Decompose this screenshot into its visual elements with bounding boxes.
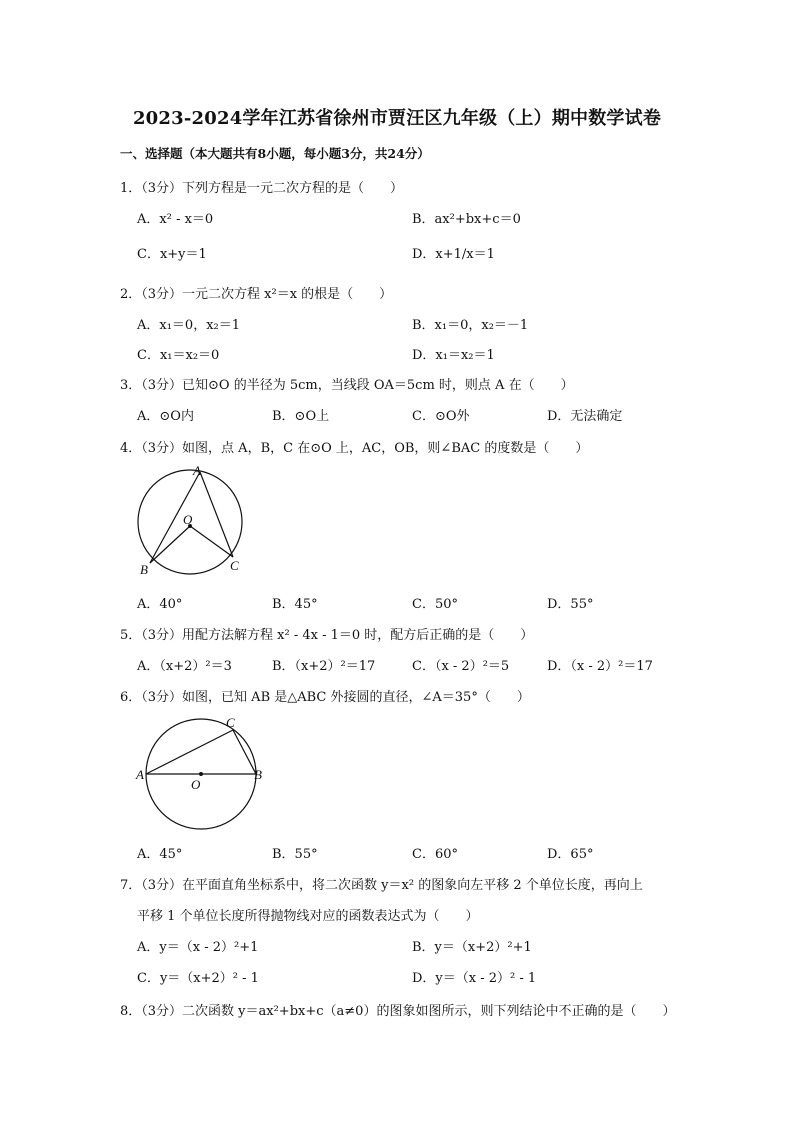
q7-option-d: D．y＝（x - 2）² - 1 — [412, 971, 537, 986]
q2-option-d: D．x₁＝x₂＝1 — [412, 348, 495, 363]
q4-segment-ac — [200, 472, 233, 557]
q1-option-d: D．x+1/x＝1 — [412, 247, 495, 262]
q1-option-b: B．ax²+bx+c＝0 — [412, 212, 521, 227]
question-1-stem: 1．（3分）下列方程是一元二次方程的是（ ） — [120, 181, 404, 196]
q4-option-a: A．40° — [137, 597, 183, 612]
q6-label-b: B — [254, 767, 262, 782]
q6-label-o: O — [191, 777, 201, 792]
q2-option-a: A．x₁＝0，x₂＝1 — [137, 318, 241, 333]
q3-option-c: C．⊙O外 — [412, 409, 470, 424]
question-4-stem: 4．（3分）如图，点 A，B，C 在⊙O 上，AC，OB，则∠BAC 的度数是（ ） — [120, 441, 589, 456]
question-8-stem: 8．（3分）二次函数 y＝ax²+bx+c（a≠0）的图象如图所示，则下列结论中不正确的是（ ） — [120, 1004, 676, 1019]
page-title: 2023-2024学年江苏省徐州市贾汪区九年级（上）期中数学试卷 — [132, 108, 662, 129]
q6-option-d: D．65° — [547, 847, 594, 862]
q3-option-a: A．⊙O内 — [137, 409, 194, 424]
section-heading: 一、选择题（本大题共有8小题，每小题3分，共24分） — [120, 146, 430, 161]
q4-option-c: C．50° — [412, 597, 458, 612]
q7-option-a: A．y＝（x - 2）²+1 — [137, 940, 259, 955]
question-2-stem: 2．（3分）一元二次方程 x²＝x 的根是（ ） — [120, 287, 393, 302]
q6-option-a: A．45° — [137, 847, 183, 862]
q6-circle-figure — [130, 710, 275, 830]
q4-option-b: B．45° — [272, 597, 318, 612]
q6-option-b: B．55° — [272, 847, 318, 862]
q7-option-b: B．y＝（x+2）²+1 — [412, 940, 532, 955]
q6-segment-ac — [146, 730, 233, 774]
q6-center-dot — [199, 772, 203, 776]
q1-option-a: A．x² - x＝0 — [137, 212, 214, 227]
q5-option-a: A．（x+2）²＝3 — [137, 659, 232, 674]
question-3-stem: 3．（3分）已知⊙O 的半径为 5cm，当线段 OA＝5cm 时，则点 A 在（ ） — [120, 378, 574, 393]
q5-option-d: D．（x - 2）²＝17 — [547, 659, 653, 674]
q7-option-c: C．y＝（x+2）² - 1 — [137, 971, 259, 986]
q4-label-b: B — [140, 562, 148, 577]
q3-option-b: B．⊙O上 — [272, 409, 330, 424]
q3-option-d: D．无法确定 — [547, 409, 623, 424]
question-7-stem-continued: 平移 1 个单位长度所得抛物线对应的函数表达式为（ ） — [137, 909, 479, 924]
q4-circle-figure — [130, 460, 260, 580]
question-7-stem: 7．（3分）在平面直角坐标系中，将二次函数 y＝x² 的图象向左平移 2 个单位长度，再向上 — [120, 878, 643, 893]
q5-option-c: C．（x - 2）²＝5 — [412, 659, 510, 674]
q4-label-a: A — [193, 463, 201, 478]
q4-label-c: C — [230, 558, 239, 573]
q4-option-d: D．55° — [547, 597, 594, 612]
q6-label-c: C — [226, 715, 235, 730]
q6-segment-cb — [233, 730, 256, 774]
question-6-stem: 6．（3分）如图，已知 AB 是△ABC 外接圆的直径，∠A＝35°（ ） — [120, 690, 530, 705]
q4-segment-ab — [150, 472, 200, 563]
question-5-stem: 5．（3分）用配方法解方程 x² - 4x - 1＝0 时，配方后正确的是（ ） — [120, 628, 534, 643]
q6-label-a: A — [136, 767, 144, 782]
q5-option-b: B．（x+2）²＝17 — [272, 659, 376, 674]
q4-label-o: O — [183, 512, 193, 527]
q2-option-c: C．x₁＝x₂＝0 — [137, 348, 220, 363]
q6-option-c: C．60° — [412, 847, 458, 862]
q1-option-c: C．x+y＝1 — [137, 247, 207, 262]
q4-segment-ob — [150, 526, 190, 563]
q2-option-b: B．x₁＝0，x₂＝－1 — [412, 318, 529, 333]
